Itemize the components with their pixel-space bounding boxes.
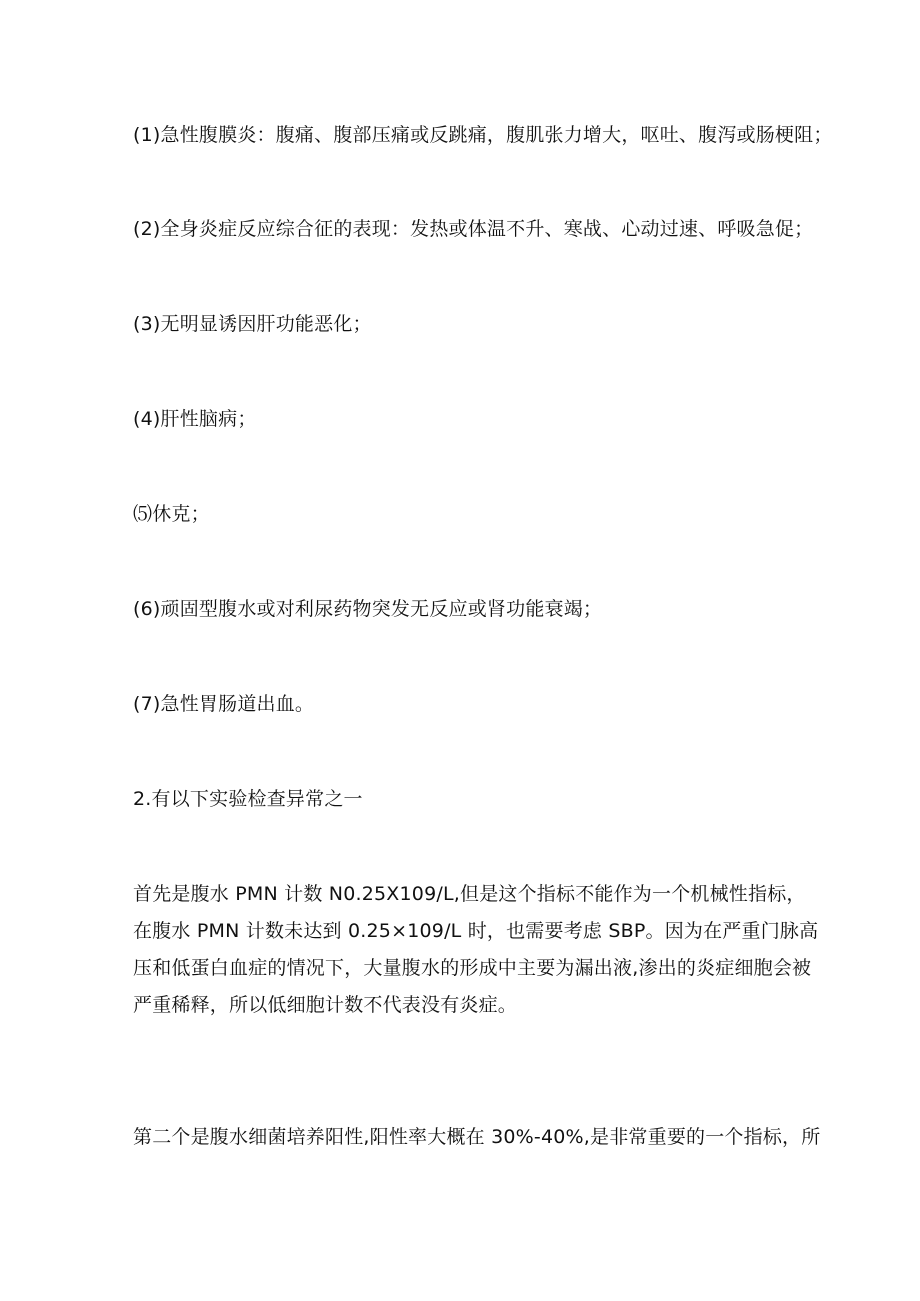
- list-item-7: (7)急性胃肠道出血。: [133, 693, 315, 715]
- paragraph-pmn-count: [133, 876, 819, 1024]
- list-item-1: (1)急性腹膜炎：腹痛、腹部压痛或反跳痛，腹肌张力增大，呕吐、腹泻或肠梗阻；: [133, 124, 833, 146]
- list-item-5: ⑸休克；: [133, 503, 210, 525]
- paragraph-bacterial-culture: [133, 1119, 821, 1156]
- list-item-6: (6)顽固型腹水或对利尿药物突发无反应或肾功能衰竭；: [133, 598, 603, 620]
- list-item-2: (2)全身炎症反应综合征的表现：发热或体温不升、寒战、心动过速、呼吸急促；: [133, 218, 814, 240]
- list-item-4: (4)肝性脑病；: [133, 408, 257, 430]
- paragraph-line: 压和低蛋白血症的情况下，大量腹水的形成中主要为漏出液,渗出的炎症细胞会被: [133, 957, 812, 979]
- section-heading: 2.有以下实验检查异常之一: [133, 788, 363, 810]
- paragraph-line: 在腹水 PMN 计数未达到 0.25×109/L 时，也需要考虑 SBP。因为在严重门脉高: [133, 920, 819, 942]
- paragraph-line: 第二个是腹水细菌培养阳性,阳性率大概在 30%-40%,是非常重要的一个指标，所: [133, 1126, 821, 1148]
- list-item-3: (3)无明显诱因肝功能恶化；: [133, 313, 372, 335]
- paragraph-line: 首先是腹水 PMN 计数 N0.25X109/L,但是这个指标不能作为一个机械性指标，: [133, 883, 806, 905]
- paragraph-line: 严重稀释，所以低细胞计数不代表没有炎症。: [133, 994, 518, 1016]
